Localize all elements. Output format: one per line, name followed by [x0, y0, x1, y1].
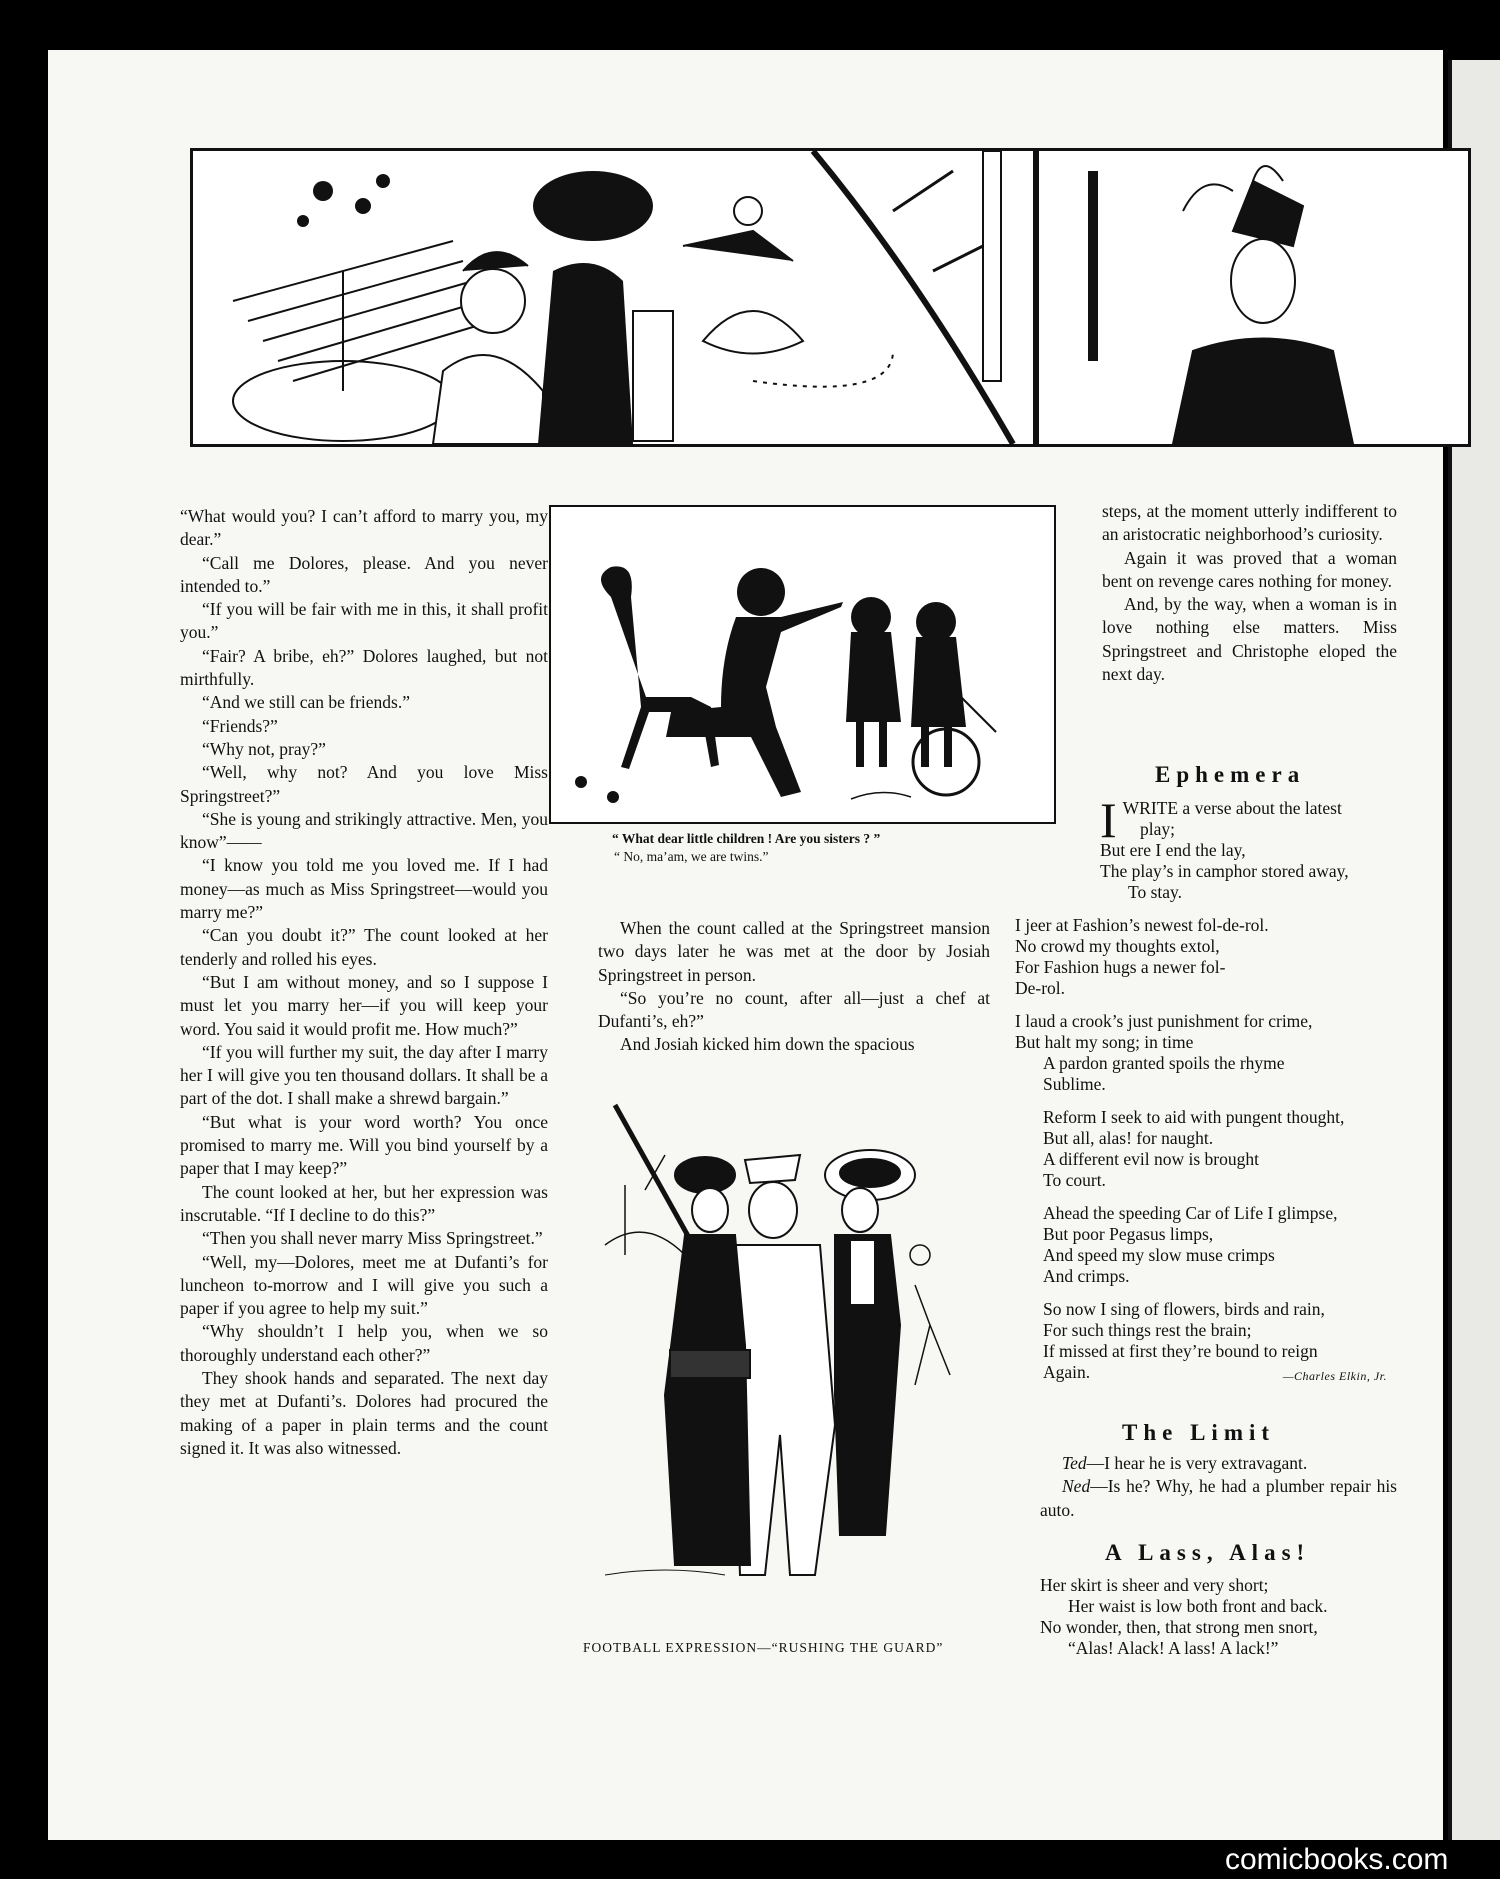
paragraph: “Can you doubt it?” The count looked at her tenderly and rolled his eyes.	[180, 925, 548, 969]
limit-title: The Limit	[1122, 1420, 1276, 1445]
poem-line: To stay.	[1128, 882, 1183, 902]
paragraph: “What would you? I can’t afford to marry you, my dear.”	[180, 506, 548, 550]
stanza	[1015, 1203, 1397, 1287]
football-illustration	[585, 1095, 1005, 1615]
silhouette-illustration	[549, 505, 1056, 824]
poem-line: I laud a crook’s just punishment for crime,	[1015, 1011, 1313, 1031]
paragraph: “Well, my—Dolores, meet me at Dufanti’s for luncheon to-morrow and I will give you such a paper if you agree to help my suit.”	[180, 1251, 548, 1319]
speaker: Ted	[1062, 1453, 1087, 1473]
stanza	[1100, 792, 1400, 903]
stanza	[1015, 1107, 1397, 1191]
stanza	[1015, 1299, 1397, 1383]
poem-line: A different evil now is brought	[1043, 1149, 1259, 1169]
ephemera-poem	[1100, 792, 1400, 915]
poem-line: I jeer at Fashion’s newest fol-de-rol.	[1015, 915, 1269, 935]
silhouette-caption	[612, 830, 880, 866]
paragraph: “Call me Dolores, please. And you never intended to.”	[180, 552, 548, 596]
poem-line: WRITE a verse about the latest	[1122, 798, 1342, 818]
poem-line: Her waist is low both front and back.	[1068, 1596, 1328, 1616]
poem-line: And crimps.	[1043, 1266, 1130, 1286]
paragraph: “Fair? A bribe, eh?” Dolores laughed, but not mirthfully.	[180, 645, 548, 690]
poem-line: For such things rest the brain;	[1043, 1320, 1252, 1340]
paragraph: When the count called at the Springstreet mansion two days later he was met at the door by Josiah Springstreet in person.	[598, 918, 990, 985]
paragraph: “So you’re no count, after all—just a chef at Dufanti’s, eh?”	[598, 987, 990, 1032]
lass-poem	[1040, 1575, 1397, 1659]
stanza	[1015, 1011, 1397, 1095]
poem-line: Sublime.	[1043, 1074, 1106, 1094]
poem-line: play;	[1140, 819, 1175, 839]
paragraph: “Well, why not? And you love Miss Springstreet?”	[180, 762, 548, 806]
poem-line: And speed my slow muse crimps	[1043, 1245, 1275, 1265]
poem-line: For Fashion hugs a newer fol-	[1015, 957, 1226, 977]
dialogue-text: —I hear he is very extravagant.	[1086, 1453, 1308, 1473]
paragraph: “Then you shall never marry Miss Springstreet.”	[202, 1228, 543, 1249]
paragraph: “If you will be fair with me in this, it shall profit you.”	[180, 599, 548, 643]
football-caption: FOOTBALL EXPRESSION—“RUSHING THE GUARD”	[583, 1640, 944, 1655]
paragraph: “And we still can be friends.”	[202, 692, 410, 713]
poem-line: If missed at first they’re bound to reign	[1043, 1341, 1318, 1361]
poem-line: No wonder, then, that strong men snort,	[1040, 1617, 1318, 1637]
speaker: Ned	[1062, 1476, 1091, 1497]
poem-line	[1015, 1362, 1397, 1383]
dialogue-line	[1040, 1475, 1397, 1522]
stanza	[1015, 915, 1397, 999]
paragraph: “Friends?”	[202, 715, 278, 736]
poem-line: To court.	[1043, 1170, 1106, 1190]
paragraph: “Why shouldn’t I help you, when we so thoroughly understand each other?”	[180, 1321, 548, 1365]
poem-line: But poor Pegasus limps,	[1043, 1224, 1214, 1244]
poem-line: A pardon granted spoils the rhyme	[1043, 1053, 1285, 1073]
paragraph: And, by the way, when a woman is in love nothing else matters. Miss Springstreet and Christophe eloped the next day.	[1102, 594, 1397, 685]
poem-line: But halt my song; in time	[1015, 1032, 1194, 1052]
paragraph: “I know you told me you loved me. If I had money—as much as Miss Springstreet—would you marry me?”	[180, 855, 548, 923]
poem-author: —Charles Elkin, Jr.	[1282, 1369, 1387, 1383]
poem-line: Ahead the speeding Car of Life I glimpse,	[1043, 1203, 1338, 1223]
drop-cap: I	[1100, 792, 1117, 848]
poem-line-text: Again.	[1043, 1362, 1091, 1382]
lass-title: A Lass, Alas!	[1105, 1540, 1311, 1565]
paragraph: “But I am without money, and so I suppose I must let you marry her—if you will keep your word. You said it would profit me. How much?”	[180, 971, 548, 1039]
limit-dialogue	[1040, 1452, 1397, 1522]
poem-line: Reform I seek to aid with pungent thought,	[1043, 1107, 1345, 1127]
story-column-2	[598, 917, 990, 1057]
paragraph: They shook hands and separated. The next day they met at Dufanti’s. Dolores had procured the making of a paper in plain terms and the count signed it. It was also witnessed.	[180, 1367, 548, 1458]
dialogue-line	[1040, 1452, 1397, 1475]
poem-line: De-rol.	[1015, 978, 1066, 998]
paragraph: “Why not, pray?”	[202, 738, 326, 759]
paragraph: And Josiah kicked him down the spacious	[620, 1034, 915, 1055]
caption-line: “ No, ma’am, we are twins.”	[614, 849, 769, 864]
dialogue-text: —Is he? Why, he had a plumber repair his auto.	[1040, 1476, 1397, 1520]
story-column-1	[180, 505, 548, 1460]
ephemera-title: Ephemera	[1155, 762, 1306, 787]
paragraph: “But what is your word worth? You once promised to marry me. Will you bind yourself by a paper that I may keep?”	[180, 1111, 548, 1179]
watermark: comicbooks.com	[1225, 1843, 1449, 1876]
poem-line: No crowd my thoughts extol,	[1015, 936, 1220, 956]
paragraph: steps, at the moment utterly indifferent to an aristocratic neighborhood’s curiosity.	[1102, 501, 1397, 545]
poem-line: But all, alas! for naught.	[1043, 1128, 1214, 1148]
caption-line: “ What dear little children ! Are you sisters ? ”	[612, 831, 881, 846]
poem-line: So now I sing of flowers, birds and rain,	[1043, 1299, 1325, 1319]
paragraph: “If you will further my suit, the day after I marry her I will give you ten thousand dollars. It shall be a part of the dot. I shall make a shrewd bargain.”	[180, 1041, 548, 1109]
paragraph: “She is young and strikingly attractive. Men, you know”——	[180, 808, 548, 853]
story-column-3	[1102, 500, 1397, 686]
banner-illustration	[190, 148, 1471, 447]
poem-line: But ere I end the lay,	[1100, 840, 1246, 860]
poem-line: The play’s in camphor stored away,	[1100, 861, 1349, 881]
paragraph: Again it was proved that a woman bent on revenge cares nothing for money.	[1102, 547, 1397, 591]
paragraph: The count looked at her, but her expression was inscrutable. “If I decline to do this?”	[180, 1181, 548, 1225]
ephemera-poem-continued	[1015, 915, 1397, 1395]
poem-line: Her skirt is sheer and very short;	[1040, 1575, 1269, 1595]
poem-line: “Alas! Alack! A lass! A lack!”	[1068, 1638, 1279, 1658]
